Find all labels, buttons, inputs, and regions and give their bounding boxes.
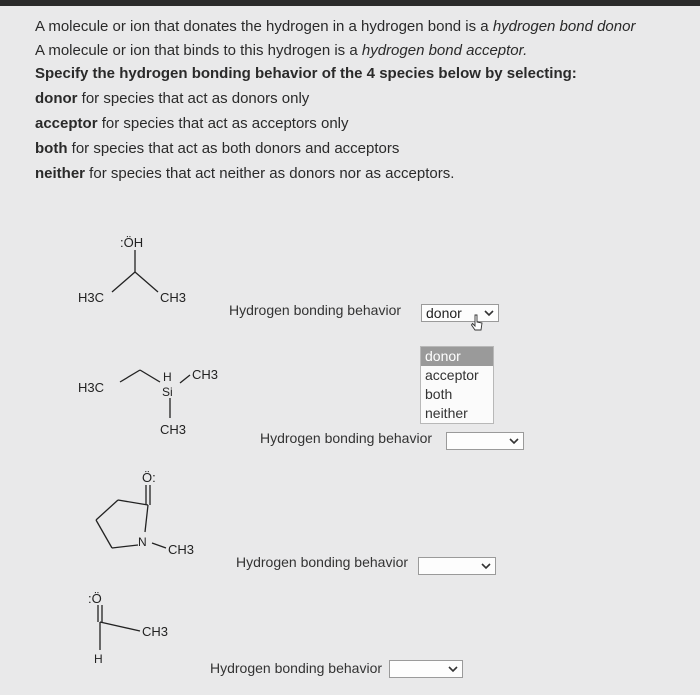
- question-1-label: Hydrogen bonding behavior: [229, 302, 402, 318]
- desc-donor: for species that act as donors only: [77, 90, 310, 107]
- desc-acceptor: for species that act as acceptors only: [97, 115, 349, 132]
- question-1-value: donor: [426, 305, 462, 321]
- m2-ch3-right: CH3: [192, 367, 219, 382]
- question-2-select[interactable]: [446, 432, 524, 450]
- m3-ch3: CH3: [168, 542, 195, 557]
- option-both[interactable]: both: [425, 386, 453, 402]
- question-4-select[interactable]: [389, 660, 463, 678]
- m4-ch3: CH3: [142, 624, 169, 639]
- instruction-emphasis: hydrogen bond acceptor.: [361, 42, 528, 59]
- m3-bond-ring-4: [112, 545, 138, 548]
- m3-bond-ring-5: [145, 505, 148, 532]
- m3-bond-ring-1: [118, 500, 148, 505]
- m3-bond-nme: [152, 543, 166, 548]
- m2-h: H: [163, 370, 172, 384]
- question-1-dropdown-list: [420, 346, 494, 424]
- chevron-down-icon: [480, 558, 492, 574]
- question-2-label: Hydrogen bonding behavior: [260, 430, 433, 446]
- m2-h3c: H3C: [78, 380, 105, 395]
- question-4-label: Hydrogen bonding behavior: [210, 660, 383, 676]
- m2-ch3-bottom: CH3: [160, 422, 187, 437]
- m3-o: Ö:: [142, 470, 156, 485]
- m1-bond-left: [112, 272, 135, 292]
- instruction-text: A molecule or ion that binds to this hydrogen is a: [35, 42, 362, 59]
- m3-n: N: [138, 535, 147, 549]
- m1-oh: :ÖH: [120, 235, 144, 250]
- term-neither: neither: [35, 165, 86, 182]
- desc-both: for species that act as both donors and acceptors: [67, 140, 400, 157]
- option-neither[interactable]: neither: [425, 405, 468, 421]
- m1-ch3: CH3: [160, 290, 187, 305]
- m2-bond-3: [180, 375, 190, 383]
- instruction-text: A molecule or ion that donates the hydrogen in a hydrogen bond is a: [35, 18, 493, 35]
- question-1-select[interactable]: [421, 304, 499, 322]
- chevron-down-icon: [508, 433, 520, 449]
- chevron-down-icon: [483, 305, 495, 321]
- m1-bond-right: [135, 272, 158, 292]
- option-donor[interactable]: donor: [421, 347, 493, 366]
- chevron-down-icon: [447, 661, 459, 677]
- question-3-select[interactable]: [418, 557, 496, 575]
- m2-bond-1: [120, 370, 140, 382]
- m4-o: :Ö: [88, 591, 102, 606]
- mouse-cursor-icon: [470, 314, 484, 332]
- instruction-emphasis: hydrogen bond donor: [492, 18, 636, 35]
- term-both: both: [35, 140, 68, 157]
- m2-bond-2: [140, 370, 160, 382]
- term-acceptor: acceptor: [35, 115, 98, 132]
- m4-bond-cme: [100, 622, 140, 631]
- m3-bond-ring-2: [96, 500, 118, 520]
- m3-bond-ring-3: [96, 520, 112, 548]
- m1-h3c: H3C: [78, 290, 105, 305]
- desc-neither: for species that act neither as donors nor as acceptors.: [85, 165, 455, 182]
- m4-h: H: [94, 652, 103, 666]
- instruction-heading: Specify the hydrogen bonding behavior of the 4 species below by selecting:: [35, 65, 577, 82]
- m2-si: Si: [162, 385, 173, 399]
- question-3-label: Hydrogen bonding behavior: [236, 554, 409, 570]
- term-donor: donor: [35, 90, 78, 107]
- option-acceptor[interactable]: acceptor: [425, 367, 479, 383]
